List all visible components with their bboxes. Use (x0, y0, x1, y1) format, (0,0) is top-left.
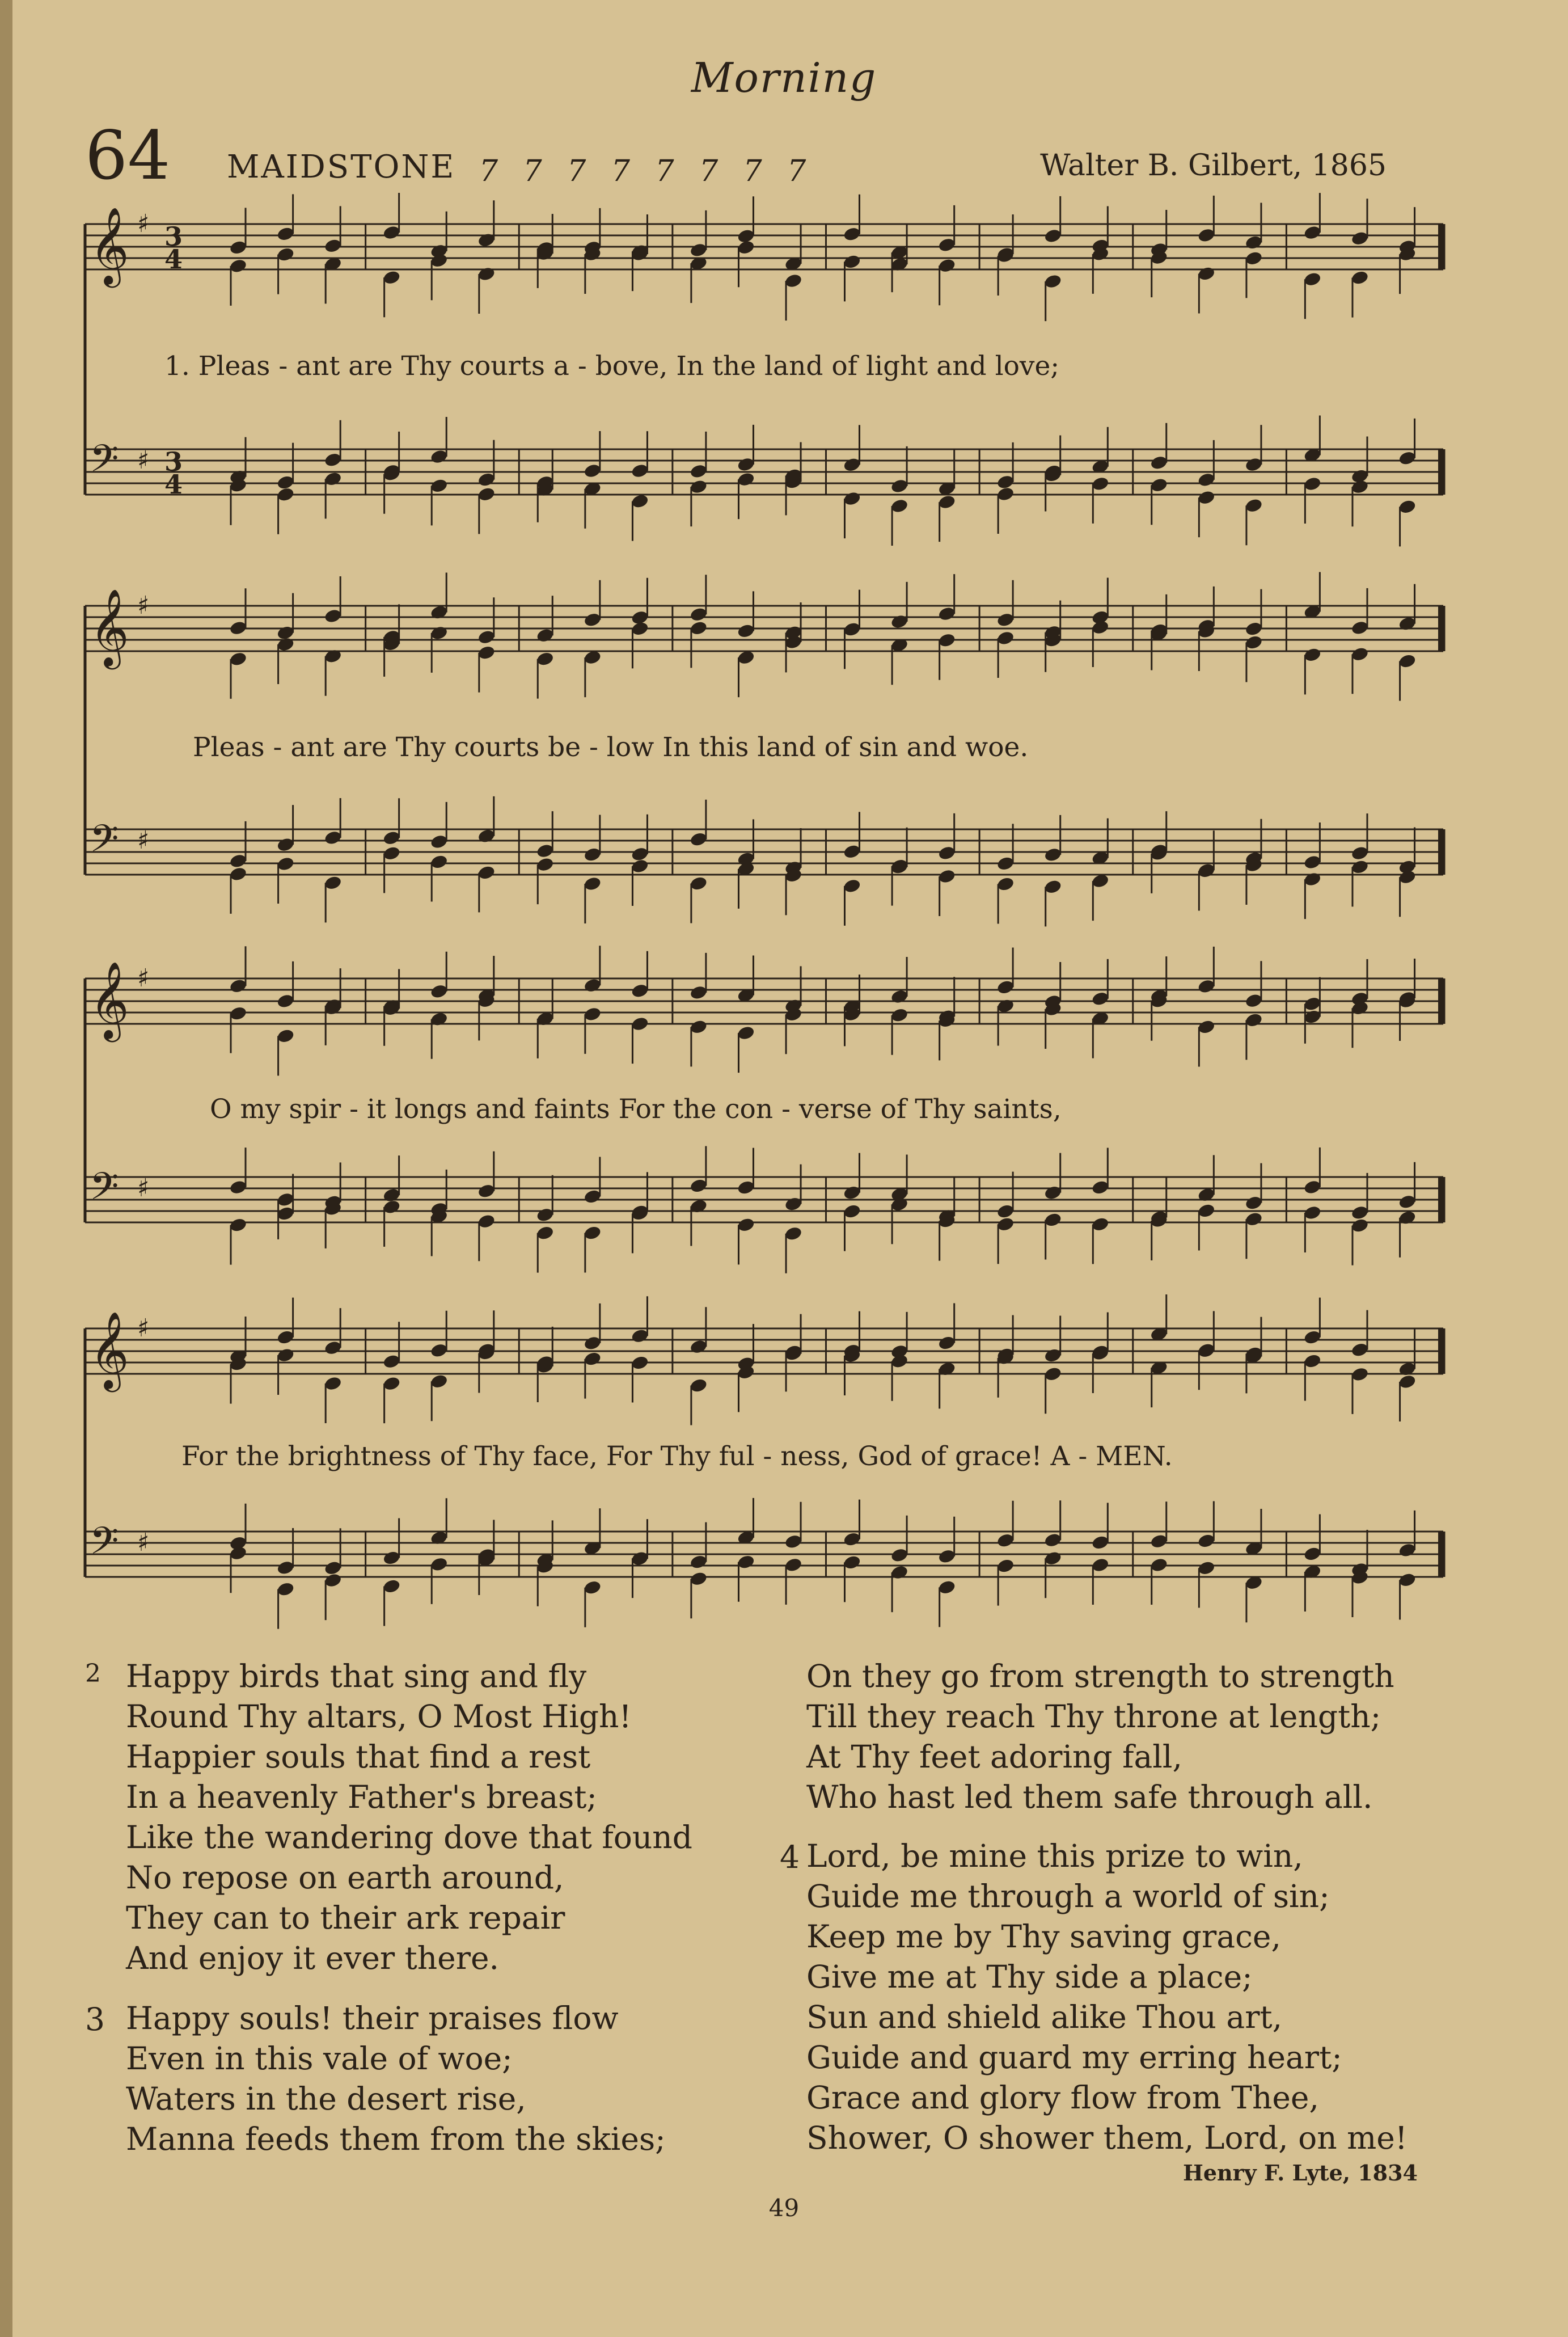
bass-clef: 𝄢 (90, 817, 119, 870)
bass-clef: 𝄢 (90, 1519, 119, 1572)
verse-line: Give me at Thy side a place; (806, 1959, 1253, 1995)
verse-line: Even in this vale of woe; (126, 2040, 513, 2077)
verse-3-part-1 (126, 1998, 666, 2159)
key-signature-sharp: ♯ (137, 826, 150, 855)
treble-clef: 𝄞 (90, 206, 129, 284)
verse-line: Who hast led them safe through all. (806, 1779, 1373, 1815)
verse-line: In a heavenly Father's breast; (126, 1779, 597, 1815)
time-signature-bottom: 4 (164, 244, 183, 275)
verse-line: Lord, be mine this prize to win, (806, 1838, 1303, 1874)
verse-2 (126, 1656, 692, 1979)
verse-line: Sun and shield alike Thou art, (806, 1999, 1283, 2035)
time-signature-bottom: 4 (164, 469, 183, 500)
composer: Walter B. Gilbert, 1865 (1040, 149, 1387, 183)
verse-line: And enjoy it ever there. (126, 1940, 500, 1976)
bass-clef: 𝄢 (90, 437, 119, 490)
treble-clef: 𝄞 (90, 1310, 129, 1389)
lyric-line-2: Pleas - ant are Thy courts be - low In this land of sin and woe. (193, 732, 1029, 763)
treble-clef: 𝄞 (90, 960, 129, 1039)
verse-line: Grace and glory flow from Thee, (806, 2079, 1319, 2116)
key-signature-sharp: ♯ (137, 964, 150, 993)
verse-line: Happy birds that sing and fly (126, 1658, 587, 1694)
treble-clef: 𝄞 (90, 588, 129, 666)
page-number: 49 (768, 2194, 800, 2222)
verse-line: On they go from strength to strength (806, 1658, 1394, 1694)
verse-line: Waters in the desert rise, (126, 2081, 526, 2117)
verse-line: Happier souls that find a rest (126, 1739, 591, 1775)
verse-line: Till they reach Thy throne at length; (806, 1698, 1381, 1735)
verse-line: Happy souls! their praises flow (126, 2000, 619, 2036)
key-signature-sharp: ♯ (137, 1174, 150, 1203)
lyric-line-3: O my spir - it longs and faints For the con - verse of Thy saints, (210, 1094, 1062, 1125)
key-signature-sharp: ♯ (137, 1528, 150, 1557)
verse-line: Guide and guard my erring heart; (806, 2039, 1342, 2076)
key-signature-sharp: ♯ (137, 446, 150, 475)
verse-line: At Thy feet adoring fall, (806, 1739, 1182, 1775)
verse-number-2: 2 (85, 1659, 101, 1688)
meter: 7 7 7 7 7 7 7 7 (479, 154, 814, 188)
verse-number-4: 4 (780, 1839, 800, 1875)
bass-clef: 𝄢 (90, 1165, 119, 1217)
key-signature-sharp: ♯ (137, 1314, 150, 1343)
verse-line: Shower, O shower them, Lord, on me! (806, 2120, 1408, 2156)
key-signature-sharp: ♯ (137, 209, 150, 238)
hymn-author: Henry F. Lyte, 1834 (1182, 2160, 1418, 2186)
verse-4 (806, 1836, 1408, 2158)
time-signature-top: 3 (164, 446, 183, 477)
verse-line: No repose on earth around, (126, 1859, 564, 1896)
verse-line: Manna feeds them from the skies; (126, 2121, 666, 2157)
verse-line: Round Thy altars, O Most High! (126, 1698, 632, 1735)
verse-line: Guide me through a world of sin; (806, 1878, 1330, 1914)
lyric-line-1: 1. Pleas - ant are Thy courts a - bove, In the land of light and love; (164, 351, 1060, 382)
verse-3-part-2 (806, 1656, 1394, 1817)
verse-line: They can to their ark repair (126, 1900, 565, 1936)
lyric-line-4: For the brightness of Thy face, For Thy ful - ness, God of grace! A - MEN. (181, 1441, 1173, 1472)
section-title: Morning (691, 54, 877, 102)
time-signature-top: 3 (164, 221, 183, 252)
hymn-number: 64 (85, 116, 171, 195)
verse-line: Keep me by Thy saving grace, (806, 1918, 1281, 1955)
tune-name: MAIDSTONE (227, 149, 456, 185)
verse-line: Like the wandering dove that found (126, 1819, 692, 1855)
verse-number-3: 3 (85, 2001, 105, 2038)
key-signature-sharp: ♯ (137, 591, 150, 620)
